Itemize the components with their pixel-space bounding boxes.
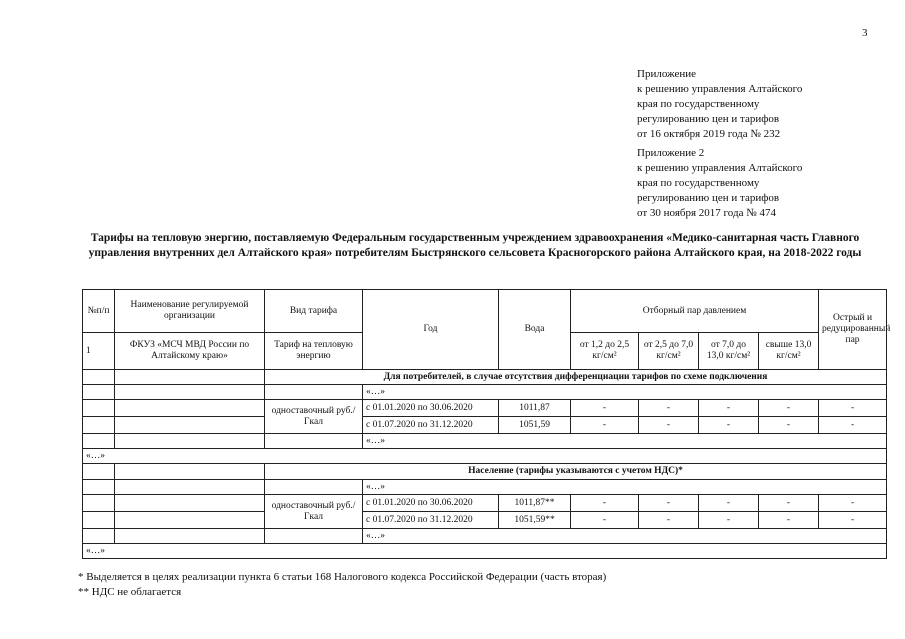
tariff-name: Тариф на тепловую энергию <box>265 333 363 370</box>
sharp-steam-value: - <box>819 400 887 417</box>
steam-value: - <box>571 512 639 529</box>
header-tariff-type: Вид тарифа <box>265 290 363 333</box>
appendix-line: регулированию цен и тарифов <box>637 192 780 204</box>
section-title-1: Для потребителей, в случае отсутствия дифференциации тарифов по схеме подключения <box>265 370 887 385</box>
water-value: 1011,87** <box>499 495 571 512</box>
tariff-table <box>82 289 891 559</box>
water-value: 1051,59 <box>499 417 571 434</box>
header-steam-4: свыше 13,0 кг/см² <box>759 333 819 370</box>
steam-value: - <box>759 512 819 529</box>
water-value: 1011,87 <box>499 400 571 417</box>
header-num: №п/п <box>83 290 115 333</box>
steam-value: - <box>639 417 699 434</box>
header-sharp-steam: Острый и редуцированный пар <box>819 290 887 370</box>
steam-value: - <box>699 400 759 417</box>
appendix-line: Приложение <box>637 68 697 80</box>
steam-value: - <box>699 512 759 529</box>
ellipsis: «…» <box>83 449 887 464</box>
header-year: Год <box>363 290 499 370</box>
header-steam-1: от 1,2 до 2,5 кг/см² <box>571 333 639 370</box>
section-title-2: Население (тарифы указываются с учетом НДС)* <box>265 464 887 480</box>
header-steam-3: от 7,0 до 13,0 кг/см² <box>699 333 759 370</box>
steam-value: - <box>699 417 759 434</box>
steam-value: - <box>759 417 819 434</box>
ellipsis: «…» <box>363 529 887 544</box>
header-water: Вода <box>499 290 571 370</box>
org-name: ФКУЗ «МСЧ МВД России по Алтайскому краю» <box>115 333 265 370</box>
appendix-note-1 <box>637 67 802 142</box>
steam-value: - <box>699 495 759 512</box>
appendix-line: от 16 октября 2019 года № 232 <box>637 128 781 140</box>
ellipsis: «…» <box>363 480 887 495</box>
appendix-line: от 30 ноября 2017 года № 474 <box>637 207 776 219</box>
sharp-steam-value: - <box>819 512 887 529</box>
header-steam: Отборный пар давлением <box>571 290 819 333</box>
ellipsis: «…» <box>363 385 887 400</box>
appendix-line: к решению управления Алтайского <box>637 162 803 174</box>
appendix-line: Приложение 2 <box>637 147 705 159</box>
appendix-line: края по государственному <box>637 98 760 110</box>
period: с 01.01.2020 по 30.06.2020 <box>363 400 499 417</box>
period: с 01.07.2020 по 31.12.2020 <box>363 512 499 529</box>
footnote-vat: * Выделяется в целях реализации пункта 6 статьи 168 Налогового кодекса Российской Федерации (часть вторая) <box>78 571 607 583</box>
footnote-no-vat: ** НДС не облагается <box>78 586 182 598</box>
appendix-note-2 <box>637 146 802 221</box>
tariff-label: одноставочный руб./Гкал <box>265 495 363 529</box>
steam-value: - <box>639 495 699 512</box>
steam-value: - <box>759 495 819 512</box>
steam-value: - <box>759 400 819 417</box>
header-org: Наименование регулируемой организации <box>115 290 265 333</box>
appendix-line: к решению управления Алтайского <box>637 83 803 95</box>
row-num: 1 <box>83 333 115 370</box>
ellipsis: «…» <box>83 544 887 559</box>
period: с 01.07.2020 по 31.12.2020 <box>363 417 499 434</box>
steam-value: - <box>571 400 639 417</box>
tariff-label: одноставочный руб./Гкал <box>265 400 363 434</box>
sharp-steam-value: - <box>819 417 887 434</box>
steam-value: - <box>639 400 699 417</box>
ellipsis: «…» <box>363 434 887 449</box>
steam-value: - <box>571 495 639 512</box>
appendix-line: регулированию цен и тарифов <box>637 113 780 125</box>
header-steam-2: от 2,5 до 7,0 кг/см² <box>639 333 699 370</box>
footnotes <box>78 570 606 600</box>
water-value: 1051,59** <box>499 512 571 529</box>
sharp-steam-value: - <box>819 495 887 512</box>
document-title: Тарифы на тепловую энергию, поставляемую Федеральным государственным учреждением здравоохранения «Медико-санитарная часть Главного управления внутренних дел Алтайского края» потребителям Быстрянского сельсовета Красногорского района Алтайского края, на 2018-2022 годы <box>88 232 862 259</box>
steam-value: - <box>639 512 699 529</box>
period: с 01.01.2020 по 30.06.2020 <box>363 495 499 512</box>
appendix-line: края по государственному <box>637 177 760 189</box>
steam-value: - <box>571 417 639 434</box>
page-number: 3 <box>862 27 868 39</box>
